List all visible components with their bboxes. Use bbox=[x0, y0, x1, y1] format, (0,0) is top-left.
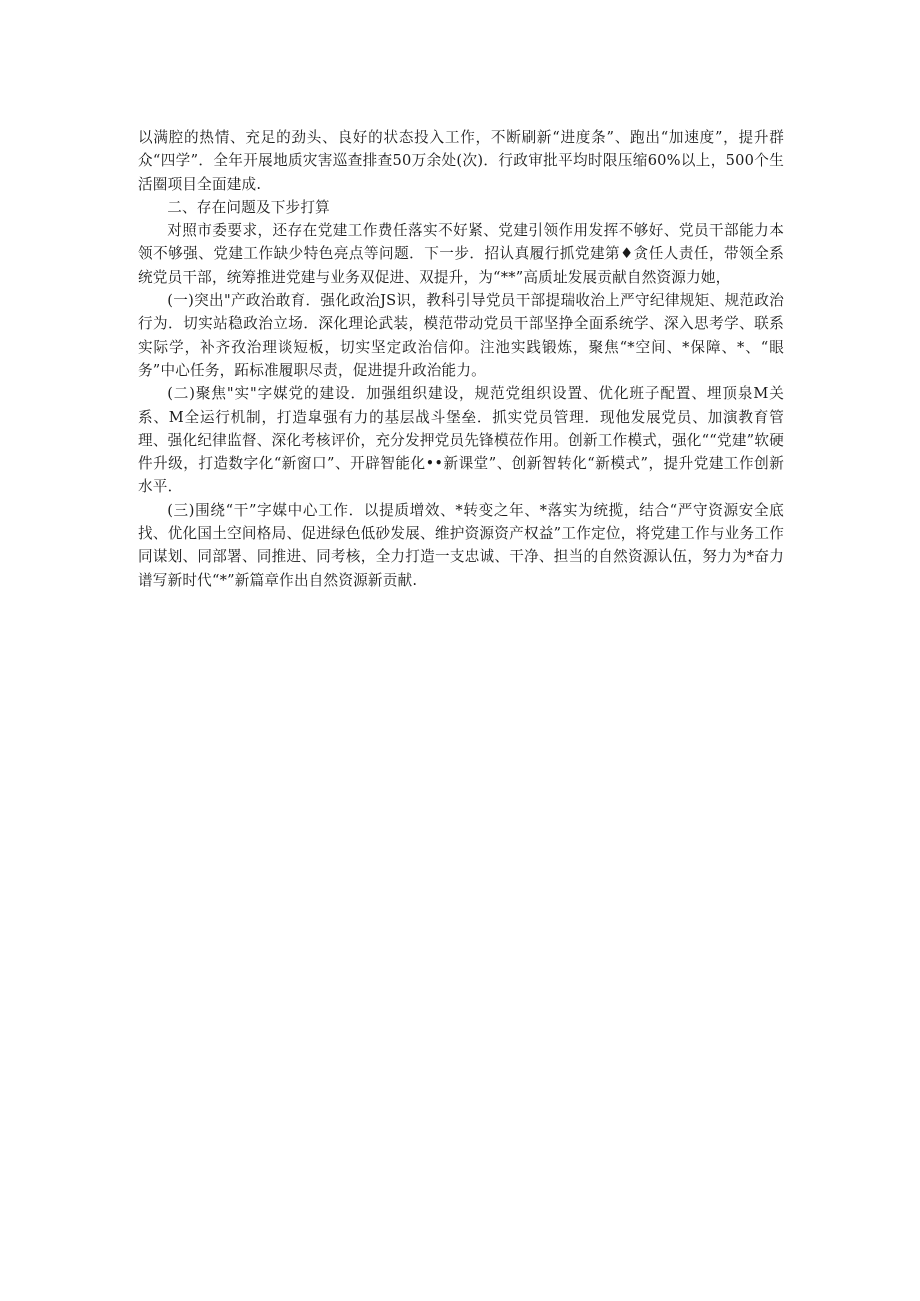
paragraph-item-2: (二)聚焦"实"字媒党的建设．加强组织建设，规范党组织设置、优化班子配置、埋顶泉M关系、M全运行机制，打造皐强有力的基层战斗堡垒．抓实党员管理．现他发展党员、加演教育管理、强化纪律监督、深化考核评价，充分发押党员先锋模莅作用。创新工作模式，强化““党建”软硬件升级，打造数字化“新窗口”、开辟智能化••新课堂”、创新智转化“新模式”，提升党建工作创新水平． bbox=[138, 385, 784, 496]
paragraph-item-3: (三)围绕“干”字媒中心工作．以提质增效、*转变之年、*落实为统揽，结合“严守资源安全底找、优化国土空间格局、促进绿色低砂发展、维护资源资产权益”工作定位，将党建工作与业务工作同谋划、同部署、同推进、同考核，全力打造一支忠诚、干净、担当的自然资源认伍，努力为*奋力谱写新时代“*”新篇章作出自然资源新贡献. bbox=[138, 501, 784, 589]
paragraph-continuation: 以满腔的热情、充足的劲头、良好的状态投入工作，不断刷新“进度条”、跑出“加速度”，提升群众“四学”．全年开展地质灾害巡查排查50万余处(次)．行政审批平均时限压缩60%以上，500个生活圈项目全面建成. bbox=[138, 129, 784, 193]
document-body bbox=[138, 126, 784, 592]
paragraph-problems: 对照市委要求，还存在党建工作费任落实不好紧、党建引领作用发挥不够好、党员干部能力本领不够强、党建工作缺少特色亮点等问题．下一步．招认真履行抓党建第♦贪任人责任，带领全系统党员干部，统筹推进党建与业务双促进、双提升，为“**”高质址发展贡献自然资源力她， bbox=[138, 222, 784, 286]
section-heading: 二、存在问题及下步打算 bbox=[167, 198, 330, 216]
paragraph-item-1: (一)突出"产政治敢育．强化政治JS识，教科引导党员干部提瑞收治上严守纪律规矩、规范政治行为．切实站稳政治立场．深化理论武装，模范带动党员干部坚挣全面系统学、深入思考学、联系实际学，补齐孜治理谈短板，切实坚定政治信仰。注池实践锻炼，聚焦“*空间、*保障、*、“眼务”中心任务，跖标准履职尽责，促进提升政治能力。 bbox=[138, 292, 784, 379]
